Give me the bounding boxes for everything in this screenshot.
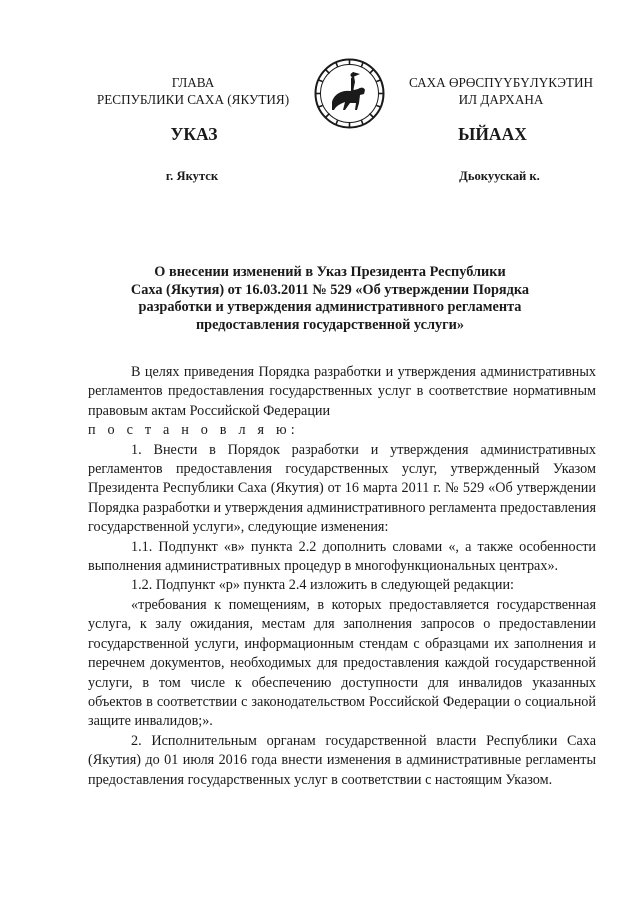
document-title (110, 264, 550, 334)
sakha-republic-emblem-icon (314, 58, 385, 129)
title-line: предоставления государственной услуги» (195, 316, 465, 333)
title-line: О внесении изменений в Указ Президента Республики (154, 264, 506, 280)
item-1-1-paragraph: 1.1. Подпункт «в» пункта 2.2 дополнить словами «, а также особенности выполнения административных процедур в многофункциональных центрах». (88, 538, 596, 575)
document-body (88, 363, 596, 790)
issuer-header-sakha (394, 74, 608, 108)
city-sakha: Дьокуускай к. (459, 169, 540, 183)
item-1-2-paragraph: 1.2. Подпункт «р» пункта 2.4 изложить в следующей редакции: (131, 577, 514, 594)
doc-type-sakha: ЫЙААХ (458, 124, 527, 144)
title-line: Саха (Якутия) от 16.03.2011 № 529 «Об утверждении Порядка (130, 281, 530, 298)
doc-type-russian: УКАЗ (170, 124, 218, 144)
issuer-line-2: ИЛ ДАРХАНА (458, 92, 544, 107)
issuer-line-1: САХА ӨРӨСПҮҮБҮЛҮКЭТИН (408, 75, 594, 90)
city-russian: г. Якутск (165, 169, 219, 183)
issuer-line-1: ГЛАВА (171, 75, 215, 90)
item-2-paragraph: 2. Исполнительным органам государственной власти Республики Саха (Якутия) до 01 июля 2016 года внести изменения в административные регламенты предоставления государственных услуг в соответствии с настоящим Указом. (88, 732, 596, 788)
decree-word: п о с т а н о в л я ю: (88, 422, 299, 439)
preamble-paragraph: В целях приведения Порядка разработки и утверждения административных регламентов предоставления государственных услуг в соответствие нормативным правовым актам Российской Федерации (88, 364, 596, 419)
quoted-requirements-paragraph: «требования к помещениям, в которых предоставляется государственная услуга, к залу ожидания, местам для заполнения запросов о предоставлении государственной услуги, информационным стендам с образцами их заполнения и перечнем документов, необходимых для предоставления каждой государственной услуги, в том числе к обеспечению доступности для инвалидов указанных объектов в соответствии с законодательством Российской Федерации о социальной защите инвалидов;». (88, 596, 596, 730)
item-1-paragraph: 1. Внести в Порядок разработки и утверждения административных регламентов предоставления государственных услуг, утвержденный Указом Президента Республики Саха (Якутия) от 16 марта 2011 г. № 529 «Об утверждении Порядка разработки и утверждения административного регламента предоставления государственной услуги», следующие изменения: (88, 441, 596, 536)
title-line: разработки и утверждения административного регламента (138, 299, 522, 316)
issuer-line-2: РЕСПУБЛИКИ САХА (ЯКУТИЯ) (96, 92, 290, 107)
issuer-header-russian (80, 74, 306, 108)
